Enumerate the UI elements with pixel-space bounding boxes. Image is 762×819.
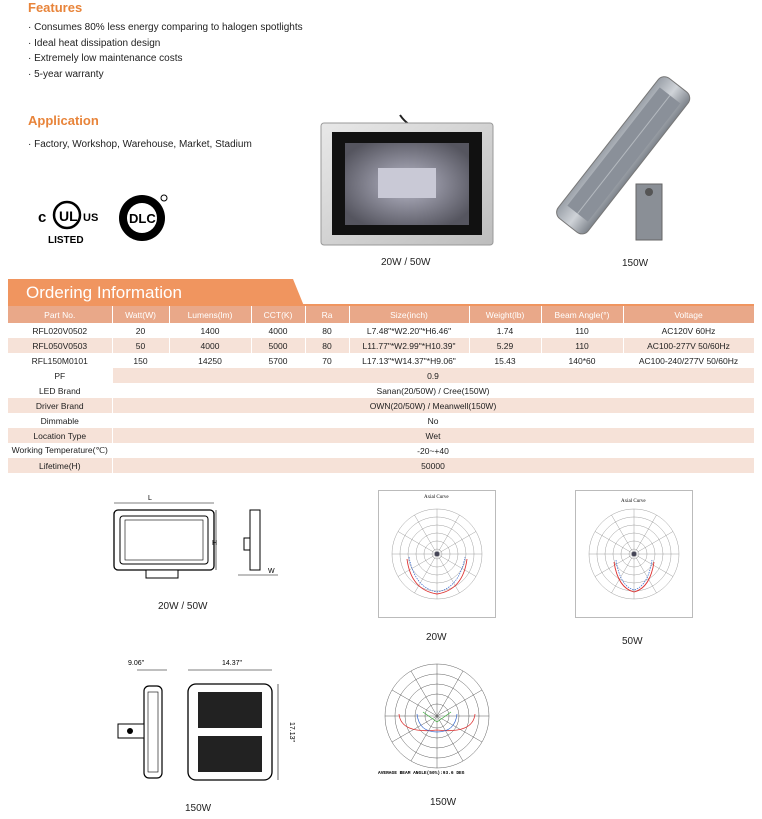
cell: 80 — [305, 338, 349, 353]
spec-label: Lifetime(H) — [8, 458, 112, 473]
polar-curve-150w — [368, 656, 518, 782]
ul-us-text: US — [83, 212, 99, 224]
spec-row — [8, 368, 754, 383]
photo-caption-small: 20W / 50W — [381, 257, 431, 268]
cell: 15.43 — [469, 353, 541, 368]
polar-caption-150w: 150W — [430, 797, 457, 808]
cell: 5000 — [251, 338, 305, 353]
dimension-drawing-150w — [100, 656, 300, 788]
cell: L7.48"*W2.20"*H6.46" — [349, 323, 469, 338]
table-row — [8, 353, 754, 368]
application-title: Application — [28, 113, 99, 128]
spec-row — [8, 383, 754, 398]
ul-mark-text: UL — [59, 208, 78, 224]
cell: 14250 — [169, 353, 251, 368]
dlc-mark-text: DLC — [129, 211, 156, 226]
cell: 150 — [112, 353, 169, 368]
spec-row — [8, 443, 754, 458]
cell: AC100-277V 50/60Hz — [623, 338, 754, 353]
dim-1437-label: 14.37" — [222, 660, 243, 667]
polar-caption-50w: 50W — [622, 636, 643, 647]
cell: AC120V 60Hz — [623, 323, 754, 338]
cell: L17.13"*W14.37"*H9.06" — [349, 353, 469, 368]
cell: 80 — [305, 323, 349, 338]
cell: 1400 — [169, 323, 251, 338]
header-size: Size(inch) — [349, 306, 469, 323]
header-cct: CCT(K) — [251, 306, 305, 323]
features-title: Features — [28, 0, 83, 15]
spec-value: 0.9 — [112, 368, 754, 383]
feature-item: · 5-year warranty — [28, 67, 303, 83]
polar-150w-footer: AVERAGE BEAM ANGLE(50%):93.6 DEG — [378, 771, 465, 776]
table-row — [8, 323, 754, 338]
cell: 50 — [112, 338, 169, 353]
header-beam-angle: Beam Angle(°) — [541, 306, 623, 323]
spec-value: Wet — [112, 428, 754, 443]
cell: 110 — [541, 338, 623, 353]
polar-50w-title: Axial Curve — [621, 499, 646, 504]
spec-value: 50000 — [112, 458, 754, 473]
cell: 110 — [541, 323, 623, 338]
floodlight-150w-photo — [538, 74, 714, 246]
cell: 4000 — [169, 338, 251, 353]
ordering-title: Ordering Information — [26, 283, 182, 302]
application-list — [28, 137, 252, 153]
spec-value: OWN(20/50W) / Meanwell(150W) — [112, 398, 754, 413]
dim-1713-label: 17.13" — [288, 722, 295, 743]
spec-row — [8, 428, 754, 443]
spec-value: Sanan(20/50W) / Cree(150W) — [112, 383, 754, 398]
ul-listed-logo — [34, 193, 106, 249]
dlc-logo — [118, 192, 174, 244]
spec-label: Driver Brand — [8, 398, 112, 413]
table-header-row — [8, 306, 754, 323]
spec-label: PF — [8, 368, 112, 383]
cell: 5.29 — [469, 338, 541, 353]
spec-label: Working Temperature(℃) — [8, 443, 112, 458]
feature-item: · Consumes 80% less energy comparing to halogen spotlights — [28, 20, 303, 36]
cell: L11.77"*W2.99"*H10.39" — [349, 338, 469, 353]
spec-value: -20~+40 — [112, 443, 754, 458]
dim-l-label: L — [148, 495, 152, 502]
cell: 140*60 — [541, 353, 623, 368]
dim-w-label: W — [268, 568, 275, 575]
floodlight-small-photo — [318, 113, 496, 248]
cell: 1.74 — [469, 323, 541, 338]
header-lumens: Lumens(lm) — [169, 306, 251, 323]
polar-20w-title: Axial Curve — [424, 495, 449, 500]
ul-c-text: c — [38, 209, 47, 226]
spec-row — [8, 413, 754, 428]
ordering-table — [8, 306, 755, 473]
cell: RFL150M0101 — [8, 353, 112, 368]
cell: 5700 — [251, 353, 305, 368]
cell: RFL050V0503 — [8, 338, 112, 353]
dimension-drawing-small — [108, 493, 288, 585]
ul-listed-text: LISTED — [48, 235, 84, 246]
cell: 20 — [112, 323, 169, 338]
features-list — [28, 20, 303, 82]
header-part-no: Part No. — [8, 306, 112, 323]
polar-curve-20w — [378, 490, 496, 618]
drawing-caption-small: 20W / 50W — [158, 601, 208, 612]
polar-caption-20w: 20W — [426, 632, 447, 643]
spec-row — [8, 458, 754, 473]
dim-906-label: 9.06" — [128, 660, 145, 667]
drawing-caption-150w: 150W — [185, 803, 212, 814]
polar-curve-50w — [575, 490, 693, 618]
cell: 4000 — [251, 323, 305, 338]
application-text: · Factory, Workshop, Warehouse, Market, Stadium — [28, 137, 252, 153]
photo-caption-large: 150W — [622, 258, 649, 269]
spec-row — [8, 398, 754, 413]
header-watt: Watt(W) — [112, 306, 169, 323]
feature-item: · Ideal heat dissipation design — [28, 36, 303, 52]
header-voltage: Voltage — [623, 306, 754, 323]
header-ra: Ra — [305, 306, 349, 323]
spec-label: Location Type — [8, 428, 112, 443]
spec-label: LED Brand — [8, 383, 112, 398]
spec-label: Dimmable — [8, 413, 112, 428]
table-row — [8, 338, 754, 353]
cell: RFL020V0502 — [8, 323, 112, 338]
dim-h-label: H — [212, 540, 218, 547]
header-weight: Weight(lb) — [469, 306, 541, 323]
feature-item: · Extremely low maintenance costs — [28, 51, 303, 67]
cell: AC100-240/277V 50/60Hz — [623, 353, 754, 368]
spec-value: No — [112, 413, 754, 428]
cell: 70 — [305, 353, 349, 368]
